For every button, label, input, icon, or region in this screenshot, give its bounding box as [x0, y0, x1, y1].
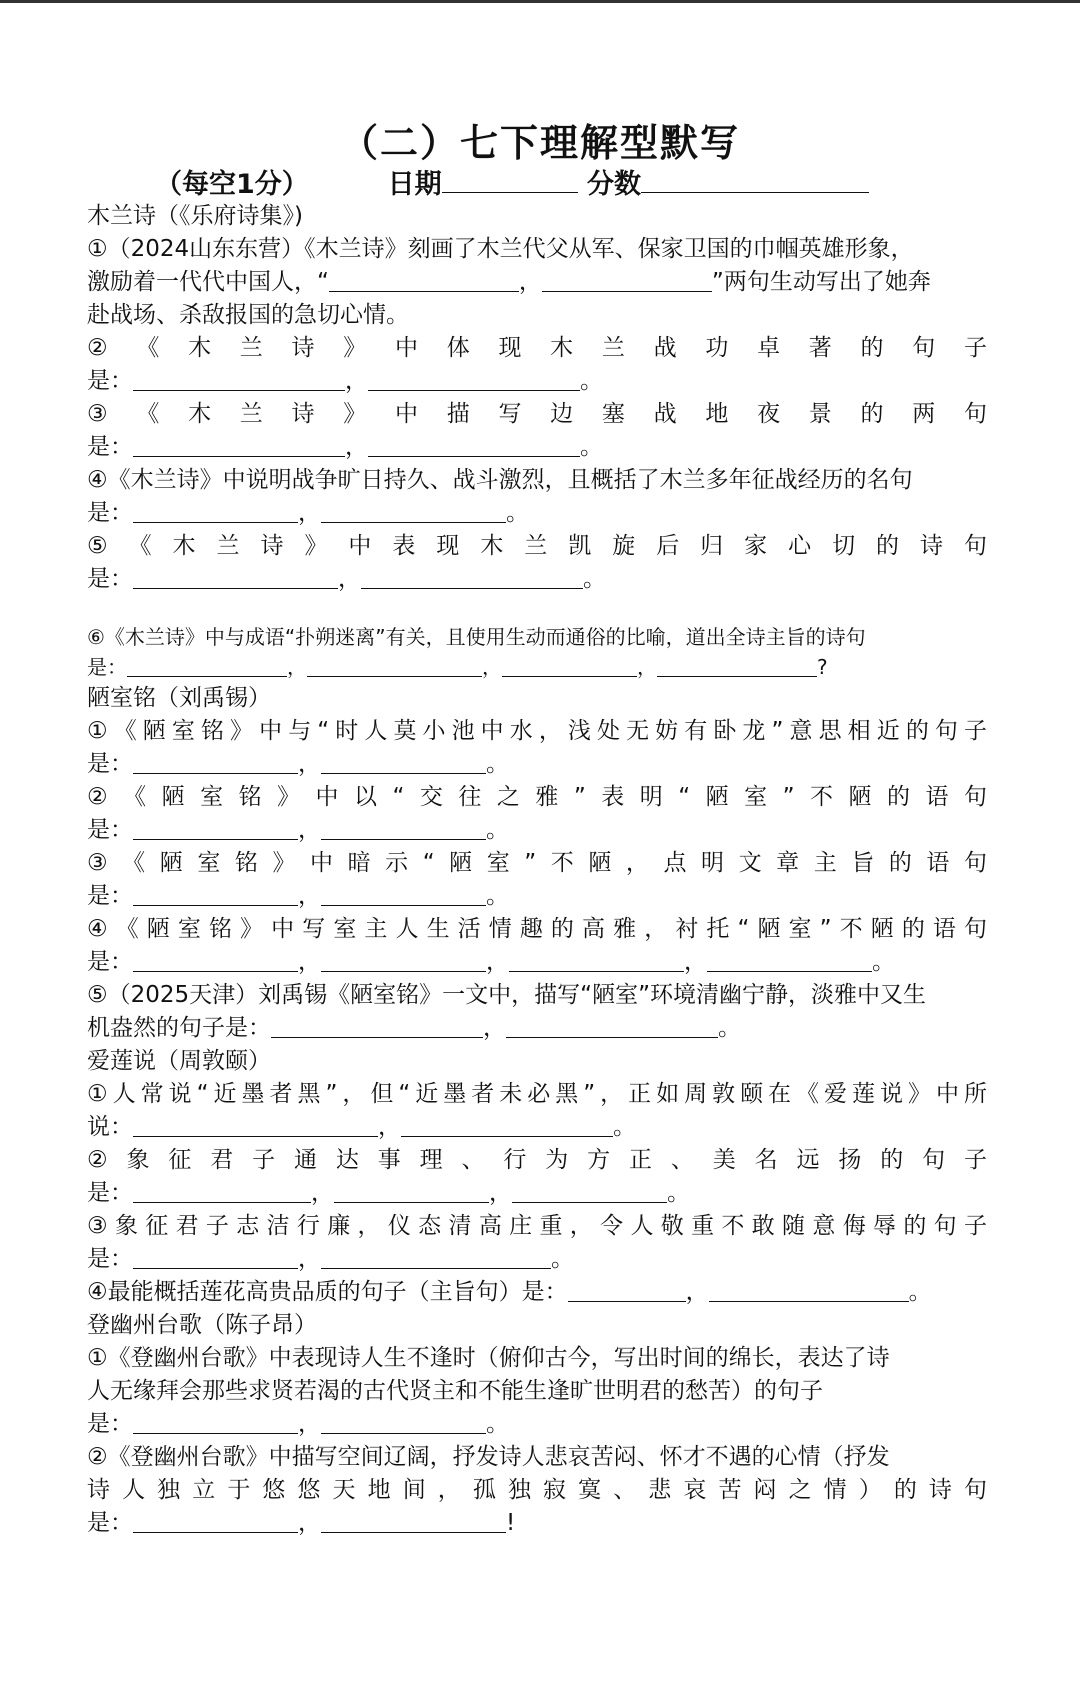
answer-blank[interactable] — [321, 817, 486, 840]
mulan-q6-line2: 是： ， ， ， ? — [87, 655, 828, 679]
answer-blank[interactable] — [133, 368, 345, 391]
answer-blank[interactable] — [361, 566, 583, 589]
answer-blank[interactable] — [321, 500, 506, 523]
answer-blank[interactable] — [707, 949, 872, 972]
score-blank[interactable] — [641, 164, 869, 193]
lsm-q1-line1: ①《陋室铭》中与“时人莫小池中水，浅处无妨有卧龙”意思相近的句子 — [87, 718, 987, 744]
score-note: （每空1分） — [155, 169, 309, 200]
answer-blank[interactable] — [334, 1180, 489, 1203]
als-q1-line1: ①人常说“近墨者黑”，但“近墨者未必黑”，正如周敦颐在《爱莲说》中所 — [87, 1081, 987, 1107]
als-q2-line1: ②象征君子通达事理、行为方正、美名远扬的句子 — [87, 1147, 987, 1173]
answer-blank[interactable] — [542, 269, 712, 292]
lsm-q2-line2: 是： ， 。 — [87, 817, 509, 843]
answer-blank[interactable] — [506, 1015, 718, 1038]
answer-blank[interactable] — [321, 1246, 551, 1269]
answer-blank[interactable] — [127, 654, 287, 677]
page-title: （二）七下理解型默写 — [339, 121, 740, 165]
answer-blank[interactable] — [657, 654, 817, 677]
dyz-q2-line1: ②《登幽州台歌》中描写空间辽阔，抒发诗人悲哀苦闷、怀才不遇的心情（抒发 — [87, 1444, 890, 1470]
subtitle-row — [155, 162, 869, 201]
mulan-q5-line1: ⑤《木兰诗》中表现木兰凯旋后归家心切的诗句 — [87, 533, 987, 559]
worksheet-content — [87, 200, 987, 1540]
answer-blank[interactable] — [133, 1114, 378, 1137]
answer-blank[interactable] — [329, 269, 519, 292]
answer-blank[interactable] — [307, 654, 482, 677]
mulan-q2-line1: ②《木兰诗》中体现木兰战功卓著的句子 — [87, 335, 987, 361]
answer-blank[interactable] — [321, 949, 486, 972]
answer-blank[interactable] — [568, 1279, 686, 1302]
answer-blank[interactable] — [133, 1411, 298, 1434]
lsm-q5-line1: ⑤（2025天津）刘禹锡《陋室铭》一文中，描写“陋室”环境清幽宁静，淡雅中又生 — [87, 982, 926, 1008]
answer-blank[interactable] — [368, 368, 580, 391]
lsm-q4-line2: 是： ， ， ， 。 — [87, 949, 895, 975]
top-border — [0, 0, 1080, 3]
als-q3-line2: 是： ， 。 — [87, 1246, 574, 1272]
section-heading-dengyouzhou: 登幽州台歌（陈子昂） — [87, 1312, 317, 1338]
answer-blank[interactable] — [502, 654, 637, 677]
answer-blank[interactable] — [321, 1510, 506, 1533]
date-label: 日期 — [387, 169, 442, 200]
answer-blank[interactable] — [133, 500, 298, 523]
answer-blank[interactable] — [133, 751, 298, 774]
als-q2-line2: 是： ， ， 。 — [87, 1180, 690, 1206]
dyz-q2-line3: 是： ， ! — [87, 1510, 516, 1536]
als-q4-line1: ④最能概括莲花高贵品质的句子（主旨句）是： ， 。 — [87, 1279, 932, 1305]
lsm-q5-line2: 机盎然的句子是： ， 。 — [87, 1015, 741, 1041]
mulan-q1-line1: ①（2024山东东营）《木兰诗》刻画了木兰代父从军、保家卫国的巾帼英雄形象， — [87, 236, 914, 262]
mulan-q3-line2: 是： ， 。 — [87, 434, 603, 460]
mulan-q1-line2: 激励着一代代中国人，“ ， ”两句生动写出了她奔 — [87, 269, 931, 295]
section-heading-mulan: 木兰诗（《乐府诗集》) — [87, 203, 303, 229]
mulan-q2-line2: 是： ， 。 — [87, 368, 603, 394]
answer-blank[interactable] — [133, 566, 338, 589]
mulan-q3-line1: ③《木兰诗》中描写边塞战地夜景的两句 — [87, 401, 987, 427]
mulan-q6-line1: ⑥《木兰诗》中与成语“扑朔迷离”有关，且使用生动而通俗的比喻，道出全诗主旨的诗句 — [87, 625, 866, 649]
answer-blank[interactable] — [133, 434, 345, 457]
section-heading-ailianshuo: 爱莲说（周敦颐） — [87, 1048, 271, 1074]
score-label: 分数 — [587, 169, 642, 200]
lsm-q4-line1: ④《陋室铭》中写室主人生活情趣的高雅，衬托“陋室”不陋的语句 — [87, 916, 987, 942]
dyz-q2-line2: 诗人独立于悠悠天地间，孤独寂寞、悲哀苦闷之情）的诗句 — [87, 1477, 987, 1503]
dyz-q1-line2: 人无缘拜会那些求贤若渴的古代贤主和不能生逢旷世明君的愁苦）的句子 — [87, 1378, 823, 1404]
answer-blank[interactable] — [133, 949, 298, 972]
answer-blank[interactable] — [368, 434, 580, 457]
answer-blank[interactable] — [709, 1279, 909, 1302]
section-heading-loushiming: 陋室铭（刘禹锡） — [87, 685, 271, 711]
answer-blank[interactable] — [133, 1246, 298, 1269]
answer-blank[interactable] — [133, 817, 298, 840]
answer-blank[interactable] — [321, 1411, 486, 1434]
lsm-q3-line2: 是： ， 。 — [87, 883, 509, 909]
answer-blank[interactable] — [321, 883, 486, 906]
mulan-q5-line2: 是： ， 。 — [87, 566, 606, 592]
answer-blank[interactable] — [509, 949, 684, 972]
answer-blank[interactable] — [271, 1015, 483, 1038]
als-q3-line1: ③象征君子志洁行廉，仪态清高庄重，令人敬重不敢随意侮辱的句子 — [87, 1213, 987, 1239]
answer-blank[interactable] — [512, 1180, 667, 1203]
lsm-q2-line1: ②《陋室铭》中以“交往之雅”表明“陋室”不陋的语句 — [87, 784, 987, 810]
mulan-q4-line1: ④《木兰诗》中说明战争旷日持久、战斗激烈，且概括了木兰多年征战经历的名句 — [87, 467, 913, 493]
answer-blank[interactable] — [133, 1510, 298, 1533]
dyz-q1-line1: ①《登幽州台歌》中表现诗人生不逢时（俯仰古今，写出时间的绵长，表达了诗 — [87, 1345, 890, 1371]
lsm-q1-line2: 是： ， 。 — [87, 751, 509, 777]
mulan-q4-line2: 是： ， 。 — [87, 500, 529, 526]
dyz-q1-line3: 是： ， 。 — [87, 1411, 509, 1437]
answer-blank[interactable] — [133, 883, 298, 906]
mulan-q1-line3: 赴战场、杀敌报国的急切心情。 — [87, 302, 409, 328]
date-blank[interactable] — [442, 164, 578, 193]
answer-blank[interactable] — [133, 1180, 311, 1203]
als-q1-line2: 说： ， 。 — [87, 1114, 636, 1140]
answer-blank[interactable] — [401, 1114, 613, 1137]
answer-blank[interactable] — [321, 751, 486, 774]
lsm-q3-line1: ③《陋室铭》中暗示“陋室”不陋，点明文章主旨的语句 — [87, 850, 987, 876]
